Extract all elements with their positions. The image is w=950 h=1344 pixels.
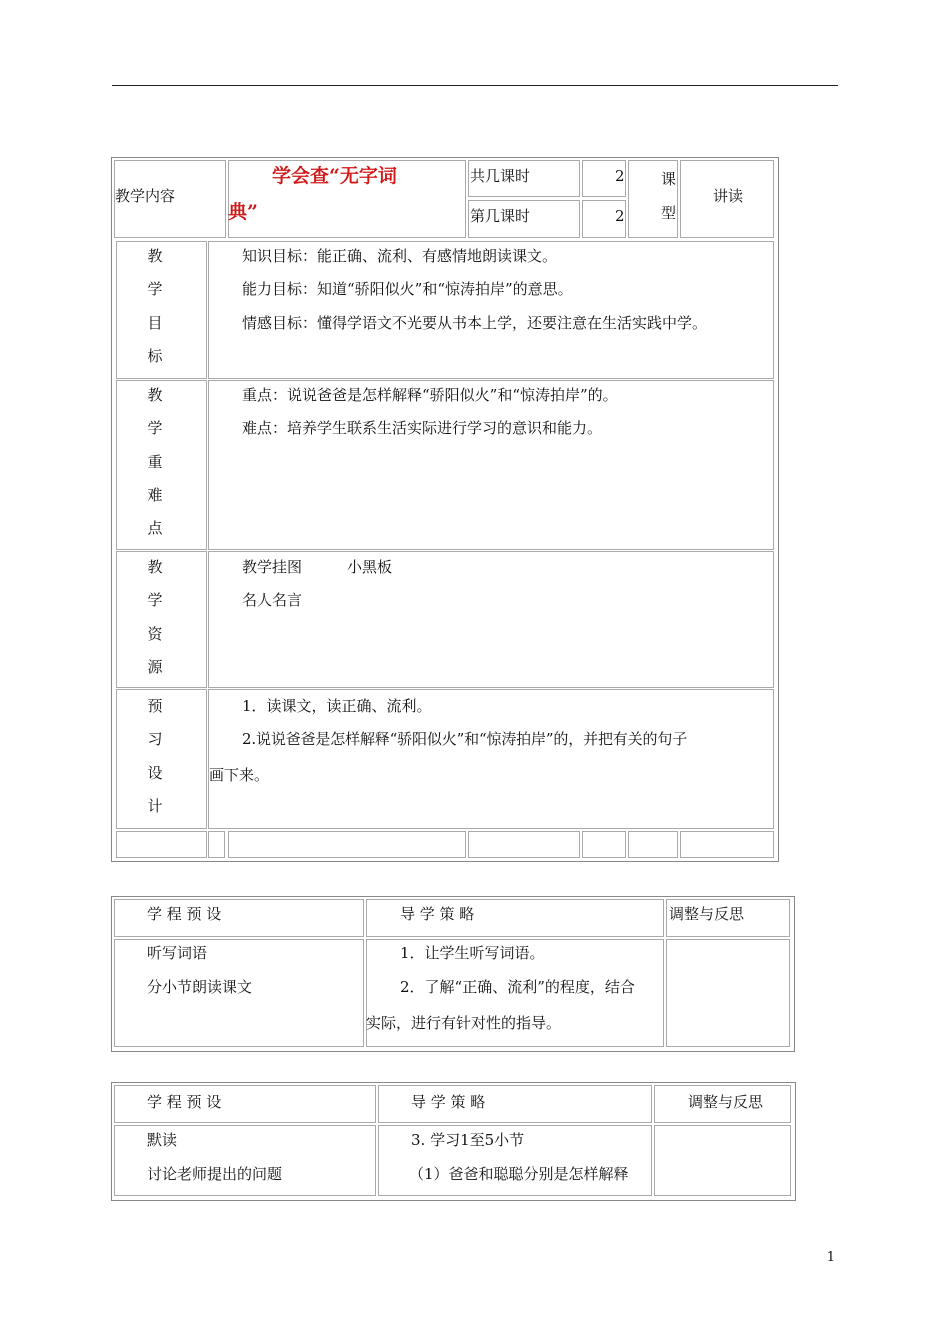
body-cell: [654, 1125, 791, 1196]
preview-line: 画下来。: [209, 766, 270, 784]
preview-label-char: 计: [147, 797, 163, 815]
strategy-line: 实际，进行有针对性的指导。: [366, 1014, 562, 1032]
empty-cell: [680, 831, 774, 858]
lesson-plan-table: [111, 157, 779, 862]
strategy-line: 1．让学生听写词语。: [400, 944, 545, 962]
resources-label-char: 源: [147, 658, 163, 676]
type-value: 讲读: [713, 187, 744, 205]
current-hour-label: 第几课时: [470, 207, 531, 225]
column-header-plan: 学 程 预 设: [147, 1093, 222, 1111]
objectives-label-char: 标: [147, 347, 163, 365]
page-number: 1: [826, 1250, 835, 1265]
strategy-line: 2．了解“正确、流利”的程度，结合: [400, 978, 635, 996]
preview-label-char: 习: [147, 730, 163, 748]
empty-cell: [228, 831, 466, 858]
keypoints-label-char: 重: [147, 453, 163, 471]
objective-line: 能力目标：知道“骄阳似火”和“惊涛拍岸”的意思。: [242, 280, 573, 298]
type-label-2: 型: [661, 204, 677, 222]
preview-line: 2.说说爸爸是怎样解释“骄阳似火”和“惊涛拍岸”的，并把有关的句子: [242, 730, 688, 748]
current-hour-value: 2: [615, 207, 625, 225]
objectives-label-char: 教: [147, 247, 163, 265]
strategy-line: （1）爸爸和聪聪分别是怎样解释: [409, 1165, 629, 1183]
empty-cell: [116, 831, 207, 858]
keypoints-content-cell: [208, 380, 774, 550]
lesson-title-line2: 典”: [228, 201, 258, 223]
plan-item: 讨论老师提出的问题: [147, 1165, 283, 1183]
objectives-label-char: 学: [147, 280, 163, 298]
column-header-plan: 学 程 预 设: [147, 905, 222, 923]
preview-label-char: 预: [147, 697, 163, 715]
plan-item: 分小节朗读课文: [147, 978, 253, 996]
keypoints-label-char: 学: [147, 419, 163, 437]
objectives-label-char: 目: [147, 314, 163, 332]
column-header-reflection: 调整与反思: [688, 1093, 764, 1111]
keypoints-label-char: 点: [147, 519, 163, 537]
column-header-strategy: 导 学 策 略: [400, 905, 475, 923]
empty-cell: [468, 831, 580, 858]
empty-cell: [208, 831, 225, 858]
objective-line: 情感目标：懂得学语文不光要从书本上学，还要注意在生活实践中学。: [242, 314, 708, 332]
total-hours-value: 2: [615, 167, 625, 185]
resources-label-char: 学: [147, 591, 163, 609]
objective-line: 知识目标：能正确、流利、有感情地朗读课文。: [242, 247, 558, 265]
plan-item: 默读: [147, 1131, 178, 1149]
empty-cell: [582, 831, 626, 858]
learning-process-table-2: [111, 1082, 796, 1201]
preview-label-char: 设: [147, 764, 163, 782]
type-label-1: 课: [661, 170, 677, 188]
lesson-title-line1: 学会查“无字词: [272, 165, 397, 187]
body-cell: [666, 939, 790, 1047]
resource-line: 名人名言: [242, 591, 303, 609]
keypoint-line: 重点：说说爸爸是怎样解释“骄阳似火”和“惊涛拍岸”的。: [242, 386, 618, 404]
keypoint-line: 难点：培养学生联系生活实际进行学习的意识和能力。: [242, 419, 603, 437]
keypoints-label-char: 难: [147, 486, 163, 504]
keypoints-label-char: 教: [147, 386, 163, 404]
header-rule: [112, 85, 838, 86]
resources-label-char: 资: [147, 625, 163, 643]
column-header-strategy: 导 学 策 略: [411, 1093, 486, 1111]
total-hours-label: 共几课时: [470, 167, 531, 185]
learning-process-table-1: [111, 896, 795, 1052]
resource-line: 教学挂图 小黑板: [242, 558, 393, 576]
content-label: 教学内容: [115, 187, 176, 205]
strategy-line: 3. 学习1至5小节: [411, 1131, 525, 1149]
empty-cell: [628, 831, 678, 858]
preview-line: 1．读课文，读正确、流利。: [242, 697, 432, 715]
resources-label-char: 教: [147, 558, 163, 576]
plan-item: 听写词语: [147, 944, 208, 962]
column-header-reflection: 调整与反思: [669, 905, 745, 923]
